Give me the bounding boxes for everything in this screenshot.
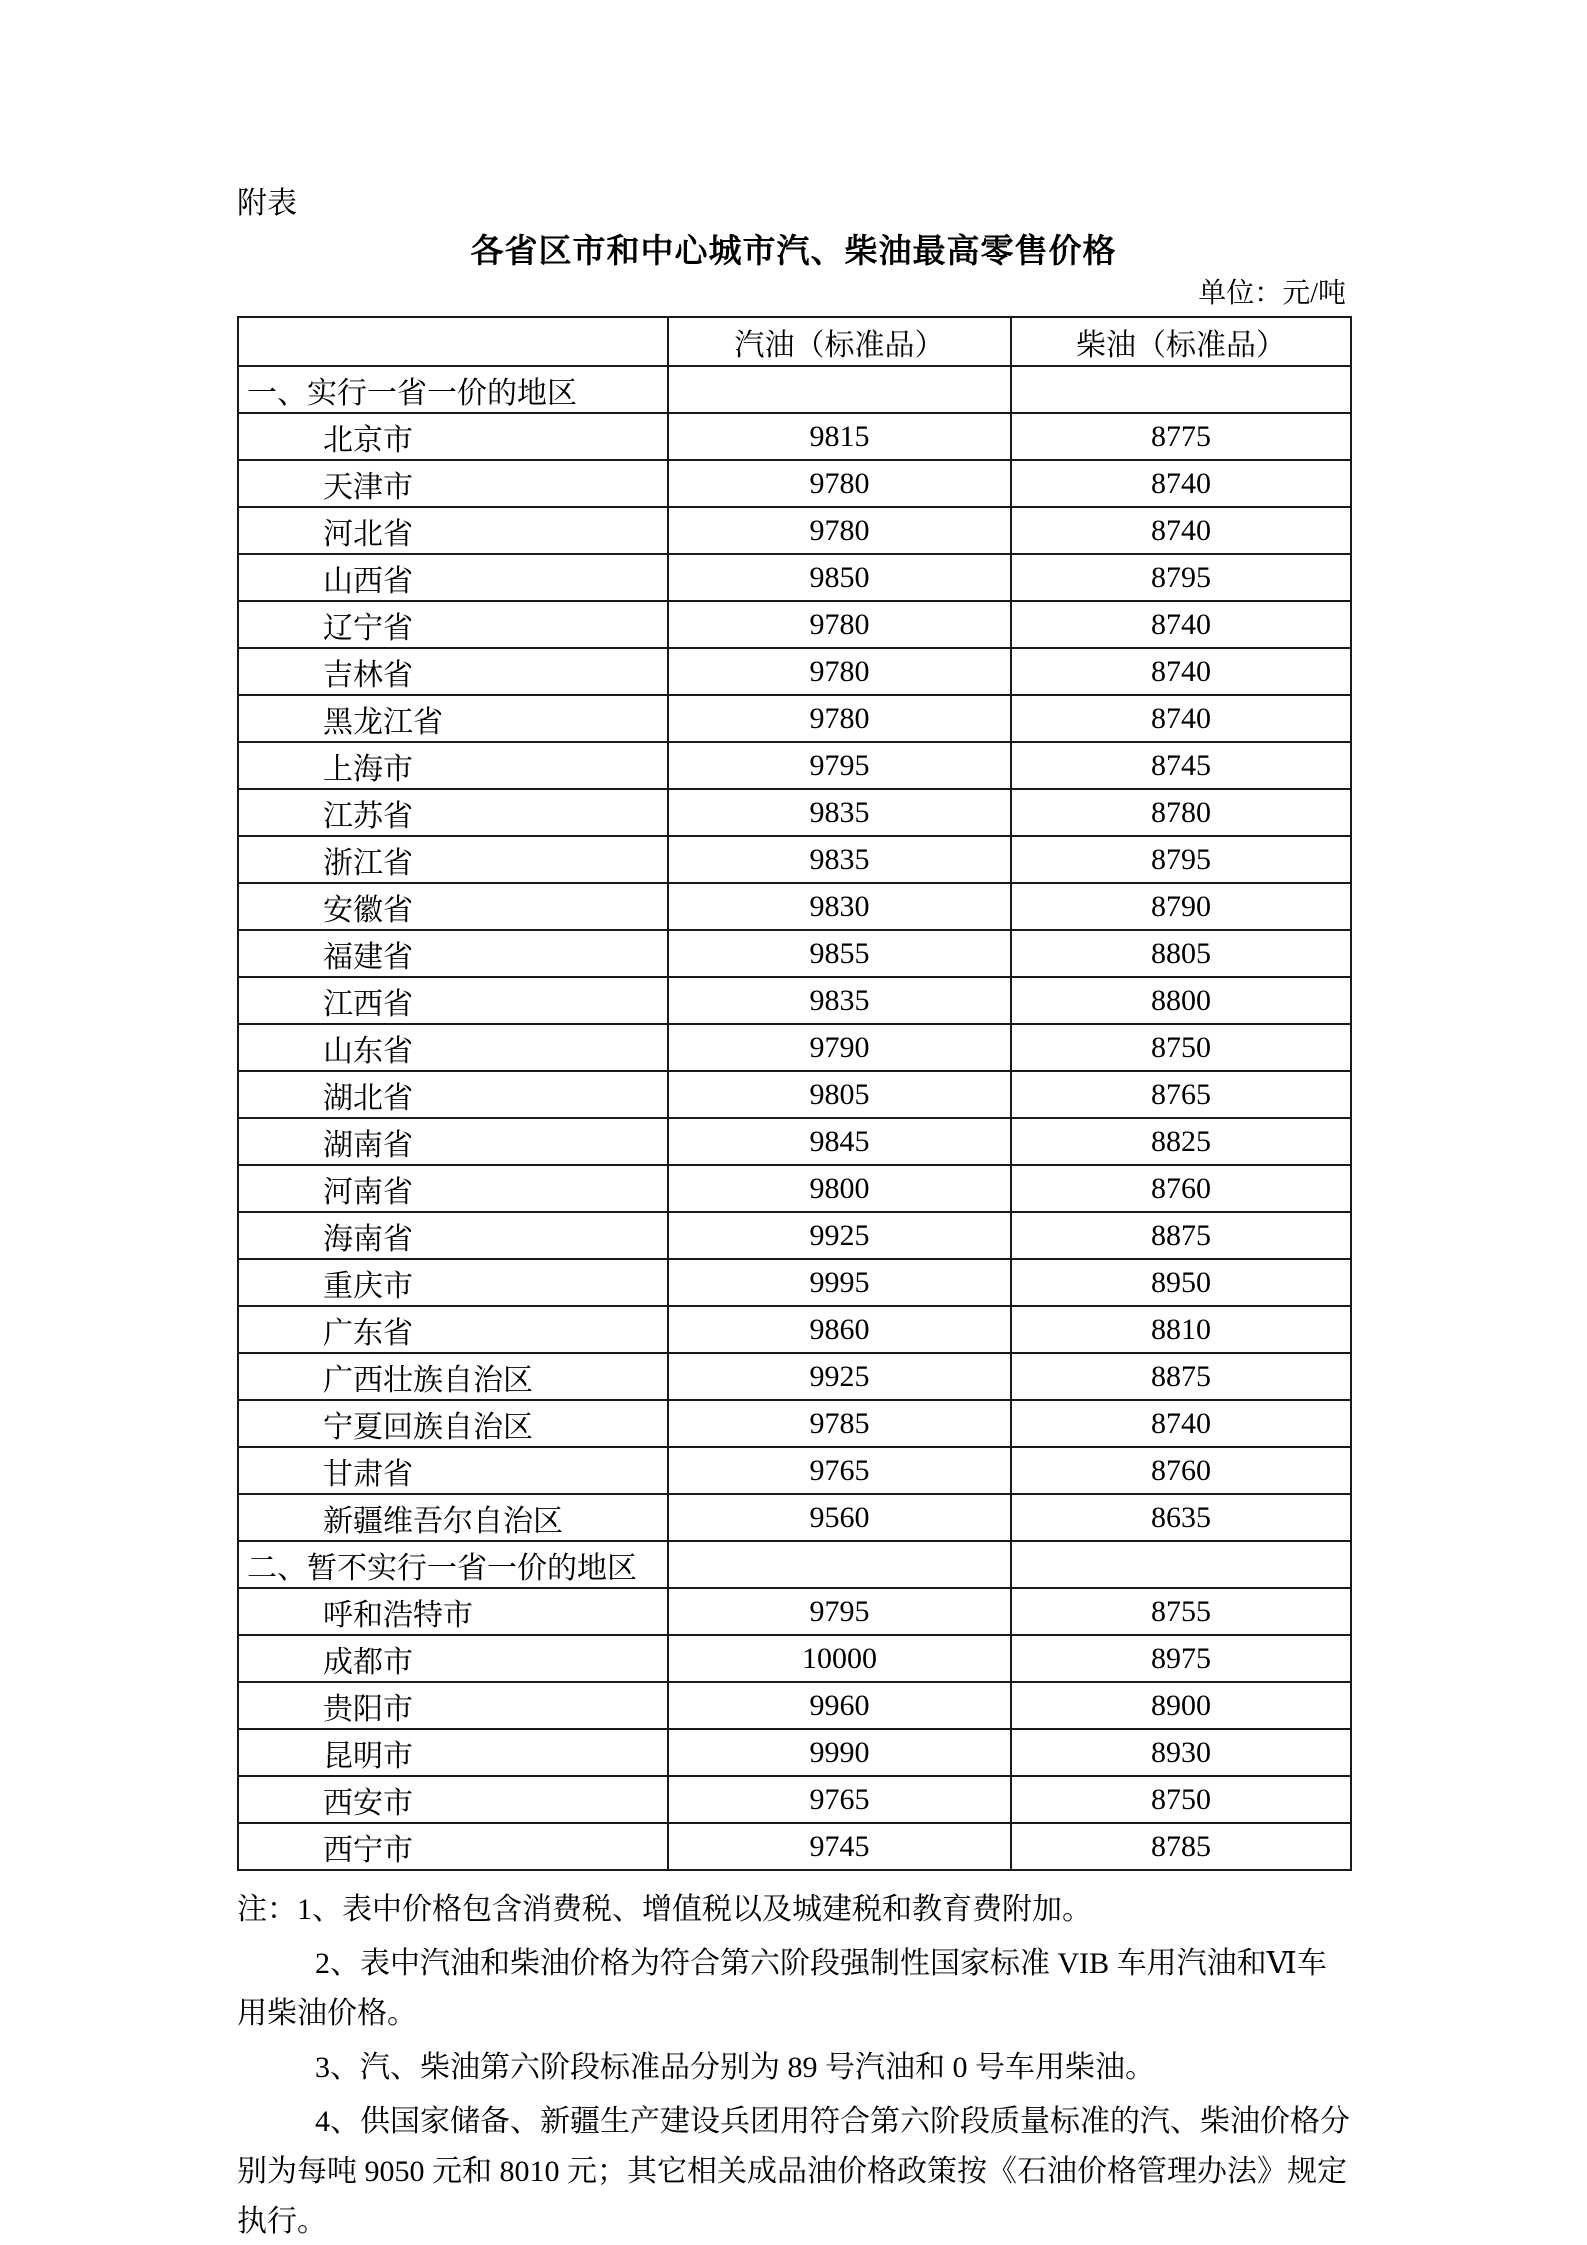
region-cell: 西宁市	[238, 1823, 668, 1870]
gasoline-price-cell: 9765	[668, 1776, 1011, 1823]
gasoline-price-cell: 9850	[668, 554, 1011, 601]
region-cell: 浙江省	[238, 836, 668, 883]
diesel-price-cell: 8825	[1011, 1118, 1351, 1165]
region-cell: 江苏省	[238, 789, 668, 836]
diesel-price-cell: 8785	[1011, 1823, 1351, 1870]
region-cell: 呼和浩特市	[238, 1588, 668, 1635]
table-row	[238, 883, 1351, 930]
table-row	[238, 413, 1351, 460]
price-table	[237, 316, 1352, 1871]
diesel-price-cell: 8795	[1011, 554, 1351, 601]
table-row	[238, 742, 1351, 789]
gasoline-price-cell: 9790	[668, 1024, 1011, 1071]
gasoline-price-cell: 9745	[668, 1823, 1011, 1870]
diesel-price-cell: 8755	[1011, 1588, 1351, 1635]
table-row	[238, 977, 1351, 1024]
diesel-price-cell: 8635	[1011, 1494, 1351, 1541]
diesel-price-cell: 8765	[1011, 1071, 1351, 1118]
gasoline-price-cell: 9780	[668, 695, 1011, 742]
region-cell: 湖北省	[238, 1071, 668, 1118]
table-row	[238, 1635, 1351, 1682]
table-row	[238, 648, 1351, 695]
diesel-price-cell: 8790	[1011, 883, 1351, 930]
gasoline-price-cell: 9925	[668, 1353, 1011, 1400]
region-cell: 黑龙江省	[238, 695, 668, 742]
column-header-region	[238, 317, 668, 366]
gasoline-price-cell: 9780	[668, 601, 1011, 648]
region-cell: 河南省	[238, 1165, 668, 1212]
region-cell: 西安市	[238, 1776, 668, 1823]
diesel-price-cell: 8795	[1011, 836, 1351, 883]
region-cell: 甘肃省	[238, 1447, 668, 1494]
diesel-price-cell: 8740	[1011, 695, 1351, 742]
region-cell: 山东省	[238, 1024, 668, 1071]
unit-label: 单位：元/吨	[1198, 278, 1346, 309]
section-heading: 二、暂不实行一省一价的地区	[238, 1541, 668, 1588]
page-title: 各省区市和中心城市汽、柴油最高零售价格	[470, 234, 1117, 270]
gasoline-price-cell: 9960	[668, 1682, 1011, 1729]
diesel-price-cell: 8750	[1011, 1776, 1351, 1823]
region-cell: 广西壮族自治区	[238, 1353, 668, 1400]
diesel-price-cell: 8740	[1011, 601, 1351, 648]
gasoline-price-cell: 9835	[668, 836, 1011, 883]
gasoline-price-cell: 9995	[668, 1259, 1011, 1306]
gasoline-price-cell: 9560	[668, 1494, 1011, 1541]
diesel-price-cell: 8930	[1011, 1729, 1351, 1776]
diesel-price-cell: 8775	[1011, 413, 1351, 460]
table-row	[238, 1682, 1351, 1729]
diesel-price-cell: 8805	[1011, 930, 1351, 977]
region-cell: 安徽省	[238, 883, 668, 930]
diesel-empty-cell	[1011, 366, 1351, 413]
table-row	[238, 1118, 1351, 1165]
gasoline-price-cell: 9815	[668, 413, 1011, 460]
note-paragraph: 4、供国家储备、新疆生产建设兵团用符合第六阶段质量标准的汽、柴油价格分别为每吨 9050 元和 8010 元；其它相关成品油价格政策按《石油价格管理办法》规定执行。	[237, 2105, 1350, 2238]
gasoline-empty-cell	[668, 366, 1011, 413]
doc-label: 附表	[237, 187, 297, 220]
diesel-price-cell: 8950	[1011, 1259, 1351, 1306]
gasoline-price-cell: 9845	[668, 1118, 1011, 1165]
gasoline-price-cell: 9835	[668, 977, 1011, 1024]
region-cell: 天津市	[238, 460, 668, 507]
diesel-price-cell: 8760	[1011, 1447, 1351, 1494]
gasoline-price-cell: 9795	[668, 742, 1011, 789]
table-row	[238, 1024, 1351, 1071]
region-cell: 贵阳市	[238, 1682, 668, 1729]
gasoline-price-cell: 10000	[668, 1635, 1011, 1682]
table-row	[238, 1776, 1351, 1823]
table-row	[238, 1447, 1351, 1494]
region-cell: 昆明市	[238, 1729, 668, 1776]
region-cell: 海南省	[238, 1212, 668, 1259]
document-content	[237, 0, 1350, 2245]
region-cell: 宁夏回族自治区	[238, 1400, 668, 1447]
table-row	[238, 601, 1351, 648]
gasoline-price-cell: 9805	[668, 1071, 1011, 1118]
diesel-price-cell: 8810	[1011, 1306, 1351, 1353]
diesel-price-cell: 8780	[1011, 789, 1351, 836]
diesel-price-cell: 8740	[1011, 1400, 1351, 1447]
gasoline-price-cell: 9780	[668, 507, 1011, 554]
table-row	[238, 789, 1351, 836]
table-row	[238, 1306, 1351, 1353]
region-cell: 上海市	[238, 742, 668, 789]
section-header-row	[238, 1541, 1351, 1588]
diesel-price-cell: 8875	[1011, 1353, 1351, 1400]
region-cell: 重庆市	[238, 1259, 668, 1306]
region-cell: 辽宁省	[238, 601, 668, 648]
region-cell: 新疆维吾尔自治区	[238, 1494, 668, 1541]
diesel-price-cell: 8740	[1011, 460, 1351, 507]
column-header-gasoline: 汽油（标准品）	[668, 317, 1011, 366]
region-cell: 北京市	[238, 413, 668, 460]
gasoline-price-cell: 9830	[668, 883, 1011, 930]
region-cell: 福建省	[238, 930, 668, 977]
table-row	[238, 1071, 1351, 1118]
table-row	[238, 1259, 1351, 1306]
table-row	[238, 695, 1351, 742]
table-row	[238, 1588, 1351, 1635]
table-header-row	[238, 317, 1351, 366]
diesel-price-cell: 8875	[1011, 1212, 1351, 1259]
gasoline-price-cell: 9925	[668, 1212, 1011, 1259]
region-cell: 成都市	[238, 1635, 668, 1682]
region-cell: 山西省	[238, 554, 668, 601]
diesel-price-cell: 8800	[1011, 977, 1351, 1024]
note-paragraph: 2、表中汽油和柴油价格为符合第六阶段强制性国家标准 VIB 车用汽油和Ⅵ车用柴油价格。	[237, 1947, 1327, 2030]
table-row	[238, 930, 1351, 977]
table-row	[238, 1353, 1351, 1400]
table-row	[238, 554, 1351, 601]
table-row	[238, 836, 1351, 883]
diesel-price-cell: 8900	[1011, 1682, 1351, 1729]
diesel-price-cell: 8975	[1011, 1635, 1351, 1682]
table-row	[238, 1212, 1351, 1259]
diesel-price-cell: 8740	[1011, 507, 1351, 554]
table-row	[238, 1165, 1351, 1212]
table-row	[238, 1494, 1351, 1541]
region-cell: 广东省	[238, 1306, 668, 1353]
note-paragraph: 3、汽、柴油第六阶段标准品分别为 89 号汽油和 0 号车用柴油。	[315, 2051, 1155, 2084]
gasoline-price-cell: 9765	[668, 1447, 1011, 1494]
diesel-price-cell: 8760	[1011, 1165, 1351, 1212]
gasoline-price-cell: 9780	[668, 460, 1011, 507]
diesel-price-cell: 8750	[1011, 1024, 1351, 1071]
table-row	[238, 507, 1351, 554]
gasoline-price-cell: 9835	[668, 789, 1011, 836]
region-cell: 江西省	[238, 977, 668, 1024]
gasoline-price-cell: 9800	[668, 1165, 1011, 1212]
region-cell: 吉林省	[238, 648, 668, 695]
gasoline-price-cell: 9780	[668, 648, 1011, 695]
gasoline-price-cell: 9795	[668, 1588, 1011, 1635]
region-cell: 湖南省	[238, 1118, 668, 1165]
diesel-price-cell: 8740	[1011, 648, 1351, 695]
region-cell: 河北省	[238, 507, 668, 554]
diesel-price-cell: 8745	[1011, 742, 1351, 789]
table-row	[238, 1823, 1351, 1870]
gasoline-price-cell: 9990	[668, 1729, 1011, 1776]
table-row	[238, 1400, 1351, 1447]
price-table-body	[238, 366, 1351, 1870]
gasoline-empty-cell	[668, 1541, 1011, 1588]
section-heading: 一、实行一省一价的地区	[238, 366, 668, 413]
diesel-empty-cell	[1011, 1541, 1351, 1588]
notes-section	[237, 1885, 1350, 2245]
gasoline-price-cell: 9855	[668, 930, 1011, 977]
column-header-diesel: 柴油（标准品）	[1011, 317, 1351, 366]
section-header-row	[238, 366, 1351, 413]
table-row	[238, 1729, 1351, 1776]
note-paragraph: 注：1、表中价格包含消费税、增值税以及城建税和教育费附加。	[237, 1893, 1092, 1926]
table-row	[238, 460, 1351, 507]
gasoline-price-cell: 9785	[668, 1400, 1011, 1447]
gasoline-price-cell: 9860	[668, 1306, 1011, 1353]
